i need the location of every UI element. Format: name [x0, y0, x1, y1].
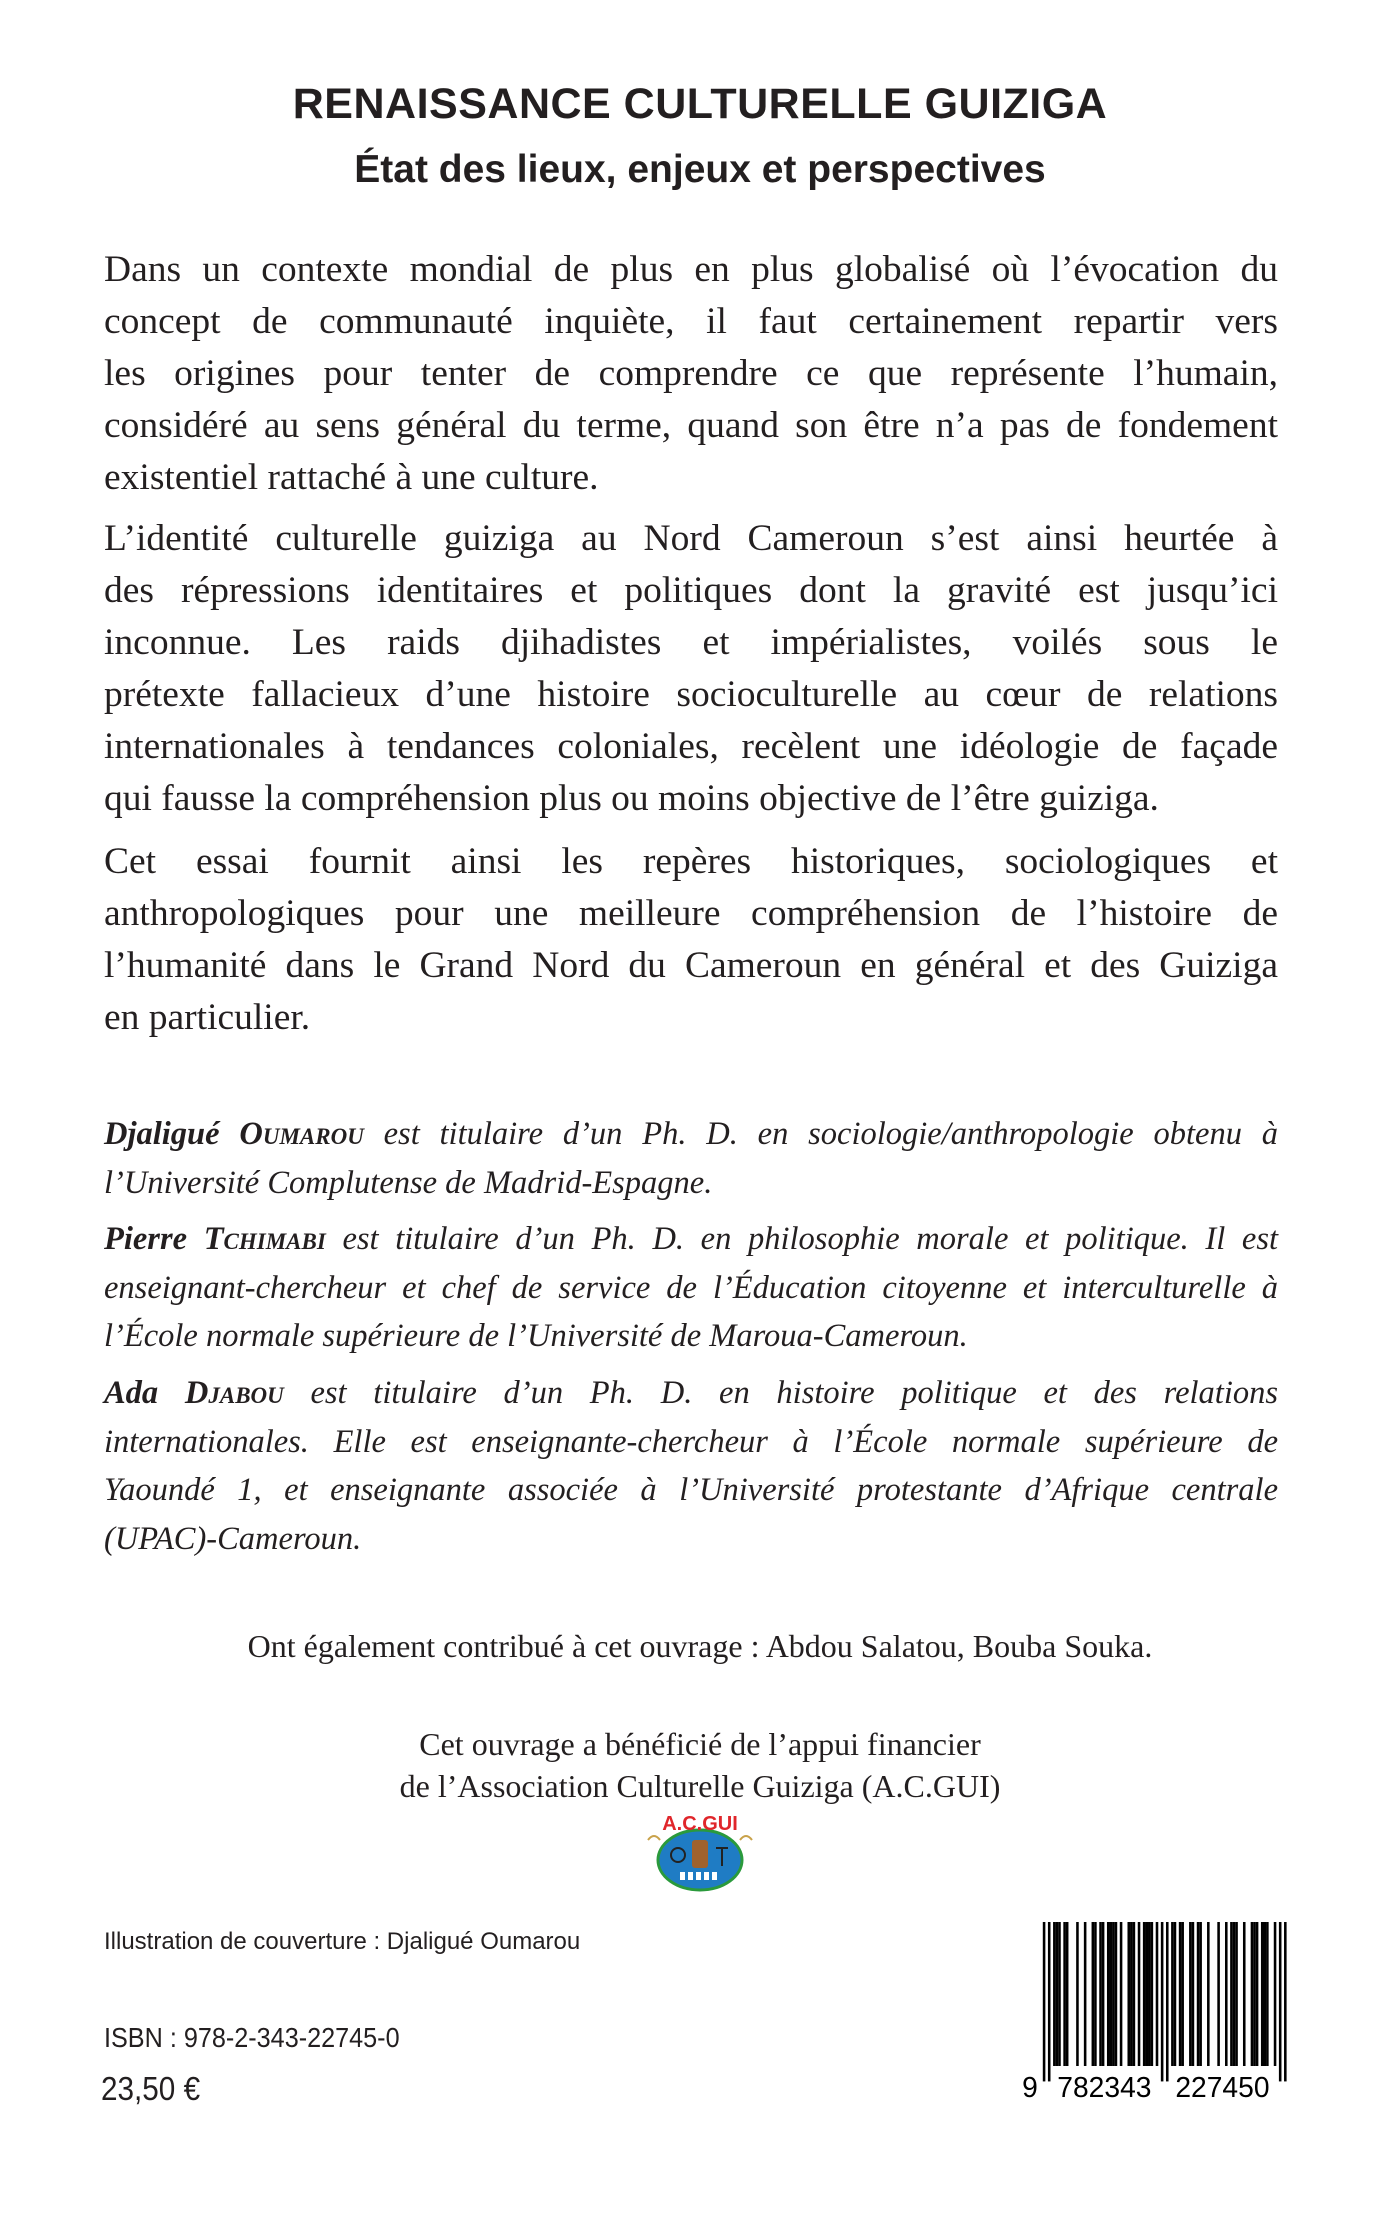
barcode-bar [1207, 1922, 1210, 2066]
author-first-name: Ada [104, 1375, 159, 1411]
barcode-digits: 9 [1022, 2070, 1038, 2102]
author-name [104, 1116, 364, 1152]
author-bio-oumarou [104, 1110, 1278, 1207]
author-name [104, 1221, 326, 1257]
barcode-bar [1133, 1922, 1136, 2066]
summary-paragraph-3 [104, 836, 1278, 1044]
paragraph-line: concept de communauté inquiète, il faut certainement repartir vers [104, 301, 1278, 342]
barcode-bar [1279, 1922, 1282, 2081]
barcode-bar [1127, 1922, 1130, 2066]
barcode-bar [1253, 1922, 1256, 2066]
funding-line-2: de l’Association Culturelle Guiziga (A.C.GUI) [399, 1768, 1001, 1804]
paragraph-line: Cet essai fournit ainsi les repères historiques, sociologiques et [104, 841, 1278, 882]
bio-line: l’Université Complutense de Madrid-Espagne. [104, 1164, 713, 1201]
author-name [104, 1375, 284, 1411]
paragraph-line: anthropologiques pour une meilleure compréhension de l’histoire de [104, 893, 1278, 934]
paragraph-line: internationales à tendances coloniales, recèlent une idéologie de façade [104, 726, 1278, 767]
barcode-bar [1043, 1922, 1046, 2081]
book-subtitle: État des lieux, enjeux et perspectives [354, 148, 1046, 191]
bio-line: internationales. Elle est enseignante-chercheur à l’École normale supérieure de [104, 1423, 1278, 1460]
barcode-bar [1251, 1922, 1254, 2066]
barcode-bar [1181, 1922, 1184, 2066]
barcode-bar [1092, 1922, 1095, 2066]
barcode-bar [1066, 1922, 1069, 2066]
barcode-bar [1284, 1922, 1287, 2081]
barcode-bar [1266, 1922, 1269, 2066]
bio-text: est titulaire d’un Ph. D. en philosophie morale et politique. Il est [325, 1221, 1279, 1257]
barcode-bar [1161, 1922, 1164, 2081]
barcode-bar [1110, 1922, 1113, 2066]
logo-acronym: A.C.GUI [662, 1813, 738, 1835]
barcode-bar [1156, 1922, 1159, 2066]
author-last-name: Tchimabi [203, 1221, 326, 1257]
barcode-bar [1166, 1922, 1169, 2081]
bio-text: est titulaire d’un Ph. D. en sociologie/anthropologie obtenu à [363, 1116, 1279, 1152]
paragraph-line: qui fausse la compréhension plus ou moins objective de l’être guiziga. [104, 778, 1159, 819]
author-bio-djabou [104, 1369, 1278, 1563]
contributors-note: Ont également contribué à cet ouvrage : Abdou Salatou, Bouba Souka. [247, 1628, 1153, 1664]
barcode-bar [1199, 1922, 1202, 2066]
paragraph-line: les origines pour tenter de comprendre ce que représente l’humain, [104, 353, 1278, 394]
barcode-bar [1235, 1922, 1238, 2066]
barcode-bar [1261, 1922, 1264, 2066]
barcode-bar [1243, 1922, 1246, 2066]
barcode-bar [1102, 1922, 1105, 2066]
paragraph-line: existentiel rattaché à une culture. [104, 457, 599, 498]
barcode-bar [1058, 1922, 1061, 2066]
paragraph-line: en particulier. [104, 997, 311, 1038]
author-bio-tchimabi [104, 1215, 1278, 1361]
bio-line: (UPAC)-Cameroun. [104, 1520, 362, 1557]
paragraph-line: l’humanité dans le Grand Nord du Cameroun en général et des Guiziga [104, 945, 1278, 986]
barcode-bar [1151, 1922, 1154, 2066]
barcode-bar [1189, 1922, 1192, 2066]
author-first-name: Djaligué [104, 1116, 220, 1152]
bio-text: est titulaire d’un Ph. D. en histoire politique et des relations [283, 1375, 1279, 1411]
acgui-logo [640, 1800, 760, 1895]
barcode-bar [1225, 1922, 1228, 2066]
barcode-bar [1112, 1922, 1115, 2066]
barcode-bar [1197, 1922, 1200, 2066]
summary-paragraph-2 [104, 513, 1278, 825]
barcode-bar [1094, 1922, 1097, 2066]
paragraph-line: considéré au sens général du terme, quand son être n’a pas de fondement [104, 405, 1278, 446]
author-first-name: Pierre [104, 1221, 188, 1257]
barcode-bar [1274, 1922, 1277, 2066]
barcode-bar [1115, 1922, 1118, 2066]
barcode [1012, 1922, 1302, 2102]
isbn: ISBN : 978-2-343-22745-0 [104, 2022, 400, 2053]
funding-line-1: Cet ouvrage a bénéficié de l’appui financier [419, 1726, 981, 1762]
barcode-bar [1120, 1922, 1123, 2066]
barcode-bar [1048, 1922, 1051, 2081]
barcode-bar [1056, 1922, 1059, 2066]
author-last-name: Oumarou [239, 1116, 364, 1152]
barcode-bar [1174, 1922, 1177, 2066]
author-last-name: Djabou [184, 1375, 284, 1411]
paragraph-line: Dans un contexte mondial de plus en plus globalisé où l’évocation du [104, 249, 1278, 290]
book-title: RENAISSANCE CULTURELLE GUIZIGA [292, 80, 1108, 128]
bio-line: Yaoundé 1, et enseignante associée à l’Université protestante d’Afrique centrale [104, 1472, 1278, 1508]
barcode-bar [1230, 1922, 1233, 2066]
price: 23,50 € [101, 2070, 201, 2107]
barcode-bar [1107, 1922, 1110, 2066]
bio-line [104, 1110, 1278, 1159]
barcode-bar [1053, 1922, 1056, 2066]
paragraph-line: des répressions identitaires et politiques dont la gravité est jusqu’ici [104, 570, 1278, 611]
barcode-bar [1138, 1922, 1141, 2066]
barcode-bar [1256, 1922, 1259, 2066]
paragraph-line: inconnue. Les raids djihadistes et impérialistes, voilés sous le [104, 622, 1278, 663]
barcode-bar [1233, 1922, 1236, 2066]
barcode-bar [1063, 1922, 1066, 2066]
bio-line [104, 1215, 1278, 1264]
paragraph-line: prétexte fallacieux d’une histoire socioculturelle au cœur de relations [104, 674, 1278, 715]
barcode-bar [1084, 1922, 1087, 2066]
barcode-digits: 227450 [1175, 2070, 1270, 2102]
barcode-bar [1099, 1922, 1102, 2066]
barcode-bar [1192, 1922, 1195, 2066]
summary-paragraph-1 [104, 244, 1278, 504]
barcode-bar [1179, 1922, 1182, 2066]
barcode-bar [1145, 1922, 1148, 2066]
barcode-bar [1171, 1922, 1174, 2066]
barcode-bar [1217, 1922, 1220, 2066]
barcode-bar [1076, 1922, 1079, 2066]
bio-line [104, 1369, 1278, 1418]
paragraph-line: L’identité culturelle guiziga au Nord Cameroun s’est ainsi heurtée à [104, 518, 1278, 559]
barcode-digits: 782343 [1057, 2070, 1152, 2102]
barcode-bar [1130, 1922, 1133, 2066]
bio-line: enseignant-chercheur et chef de service de l’Éducation citoyenne et interculturelle à [104, 1269, 1278, 1306]
barcode-bar [1148, 1922, 1151, 2066]
bio-line: l’École normale supérieure de l’Université de Maroua-Cameroun. [104, 1318, 968, 1354]
illustration-credit: Illustration de couverture : Djaligué Oumarou [104, 1928, 581, 1955]
barcode-bar [1264, 1922, 1267, 2066]
barcode-bar [1143, 1922, 1146, 2066]
